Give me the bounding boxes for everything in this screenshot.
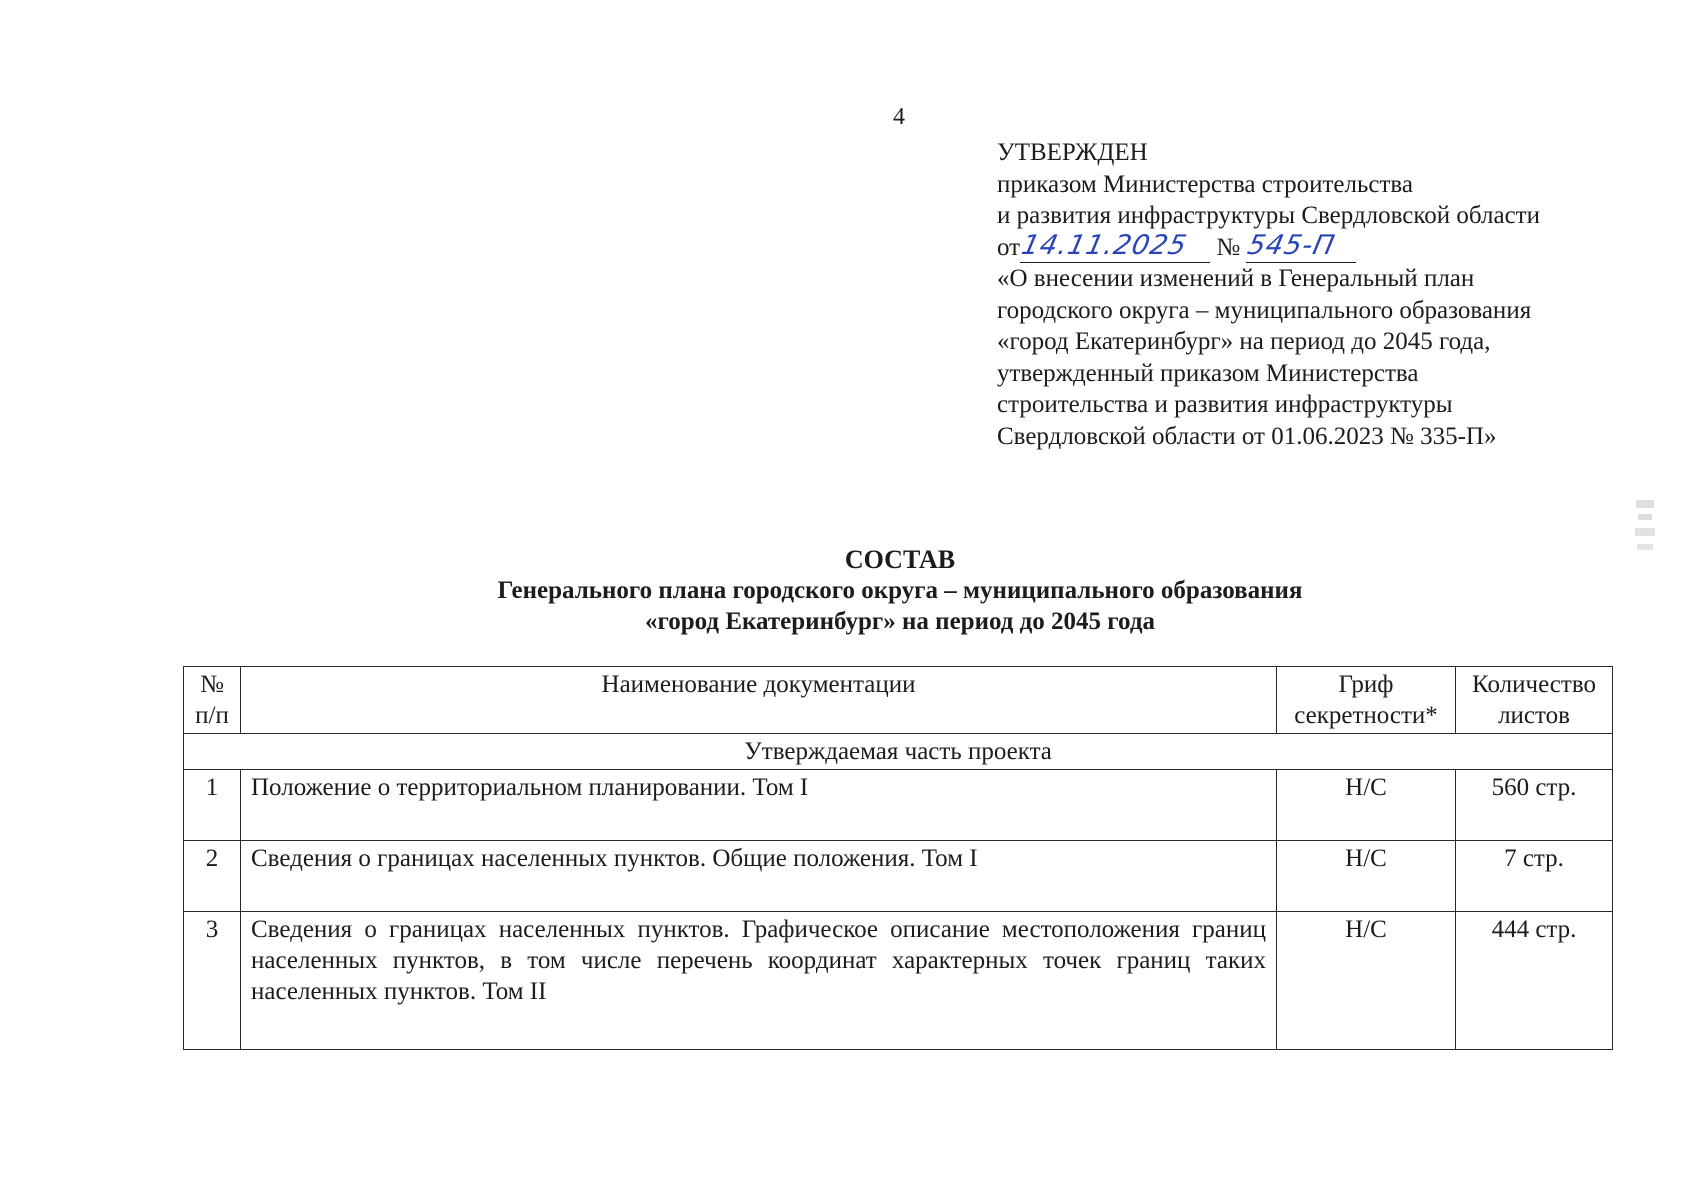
document-title <box>0 544 1698 637</box>
row-grif: Н/С <box>1277 912 1456 1050</box>
row-name: Сведения о границах населенных пунктов. Графическое описание местоположения границ населенных пунктов, в том числе перечень координат характерных точек границ таких населенных пунктов. Том II <box>241 912 1277 1050</box>
approval-line: строительства и развития инфраструктуры <box>997 391 1453 418</box>
approval-line: утвержденный приказом Министерства <box>997 359 1419 387</box>
table-row <box>184 912 1613 1050</box>
row-name: Сведения о границах населенных пунктов. Общие положения. Том I <box>241 841 1277 912</box>
number-blank <box>1245 229 1356 263</box>
header-name: Наименование документации <box>241 667 1277 734</box>
title-line: Генерального плана городского округа – муниципального образования <box>497 577 1303 604</box>
header-num-line: п/п <box>195 702 229 729</box>
title-line: «город Екатеринбург» на период до 2045 года <box>645 608 1155 635</box>
table-row <box>184 841 1613 912</box>
header-count <box>1456 667 1613 734</box>
header-count-line: Количество <box>1472 671 1596 698</box>
approval-line: и развития инфраструктуры Свердловской области <box>997 202 1540 229</box>
handwritten-date: 14.11.2025 <box>1018 229 1191 261</box>
approval-line: городского округа – муниципального образования <box>997 296 1532 324</box>
header-grif <box>1277 667 1456 734</box>
approval-line: Свердловской области от 01.06.2023 № 335-П» <box>997 422 1497 450</box>
table-row <box>184 770 1613 841</box>
row-num: 3 <box>184 912 241 1050</box>
row-name: Положение о территориальном планировании. Том I <box>241 770 1277 841</box>
header-grif-line: секретности* <box>1294 702 1438 729</box>
composition-table <box>183 666 1613 1050</box>
date-blank <box>1018 229 1210 263</box>
from-prefix: от <box>997 233 1021 261</box>
header-num-line: № <box>200 671 224 698</box>
handwritten-number: 545-П <box>1245 229 1339 261</box>
approval-line: приказом Министерства строительства <box>997 170 1413 198</box>
approval-heading: УТВЕРЖДЕН <box>997 139 1148 166</box>
number-prefix: № <box>1216 233 1241 261</box>
row-grif: Н/С <box>1277 841 1456 912</box>
approval-line: «О внесении изменений в Генеральный план <box>997 265 1475 292</box>
approval-stamp-block <box>997 137 1540 452</box>
table-header-row <box>184 667 1613 734</box>
row-count: 444 стр. <box>1456 912 1613 1050</box>
header-num <box>184 667 241 734</box>
approval-date-number-line <box>997 229 1540 264</box>
row-count: 560 стр. <box>1456 770 1613 841</box>
row-grif: Н/С <box>1277 770 1456 841</box>
section-row <box>184 734 1613 770</box>
title-line: СОСТАВ <box>844 545 956 574</box>
row-count: 7 стр. <box>1456 841 1613 912</box>
approval-line: «город Екатеринбург» на период до 2045 года, <box>997 328 1491 355</box>
row-num: 1 <box>184 770 241 841</box>
page-number: 4 <box>893 104 905 130</box>
header-grif-line: Гриф <box>1338 671 1394 698</box>
header-count-line: листов <box>1498 702 1570 729</box>
section-title: Утверждаемая часть проекта <box>184 734 1613 770</box>
scan-artifact <box>1632 500 1658 560</box>
row-num: 2 <box>184 841 241 912</box>
